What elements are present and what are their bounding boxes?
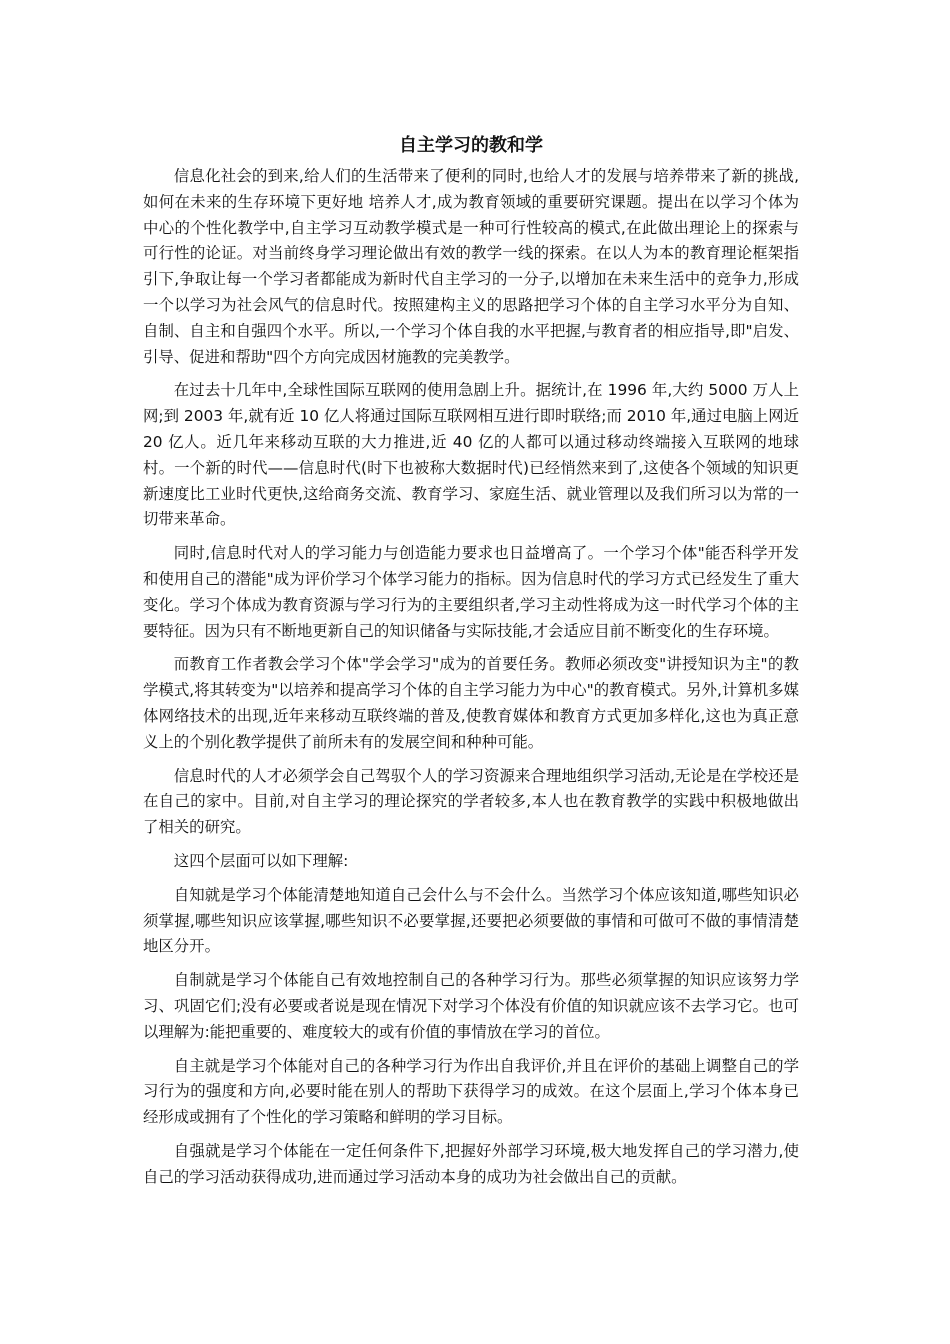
document-title: 自主学习的教和学 (399, 135, 543, 156)
paragraph-4: 而教育工作者教会学习个体"学会学习"成为的首要任务。教师必须改变"讲授知识为主"的教学模式,将其转变为"以培养和提高学习个体的自主学习能力为中心"的教育模式。另外,计算机多媒体网络技术的出现,近年来移动互联终端的普及,使教育媒体和教育方式更加多样化,这也为真正意义上的个别化教学提供了前所未有的发展空间和种种可能。 (143, 655, 799, 751)
paragraph-1: 信息化社会的到来,给人们的生活带来了便利的同时,也给人才的发展与培养带来了新的挑战,如何在未来的生存环境下更好地 培养人才,成为教育领域的重要研究课题。提出在以学习个体为中心的个性化教学中,自主学习互动教学模式是一种可行性较高的模式,在此做出理论上的探索与可行性的论证。对当前终身学习理论做出有效的教学一线的探索。在以人为本的教育理论框架指引下,争取让每一个学习者都能成为新时代自主学习的一分子,以增加在未来生活中的竞争力,形成一个以学习为社会风气的信息时代。按照建构主义的思路把学习个体的自主学习水平分为自知、自制、自主和自强四个水平。所以,一个学习个体自我的水平把握,与教育者的相应指导,即"启发、引导、促进和帮助"四个方向完成因材施教的完美教学。 (143, 167, 799, 366)
paragraph-7: 自知就是学习个体能清楚地知道自己会什么与不会什么。当然学习个体应该知道,哪些知识必须掌握,哪些知识应该掌握,哪些知识不必要掌握,还要把必须要做的事情和可做可不做的事情清楚地区分开。 (143, 885, 799, 956)
paragraph-9: 自主就是学习个体能对自己的各种学习行为作出自我评价,并且在评价的基础上调整自己的学习行为的强度和方向,必要时能在别人的帮助下获得学习的成效。在这个层面上,学习个体本身已经形成或拥有了个性化的学习策略和鲜明的学习目标。 (143, 1056, 799, 1127)
paragraph-3: 同时,信息时代对人的学习能力与创造能力要求也日益增高了。一个学习个体"能否科学开发和使用自己的潜能"成为评价学习个体学习能力的指标。因为信息时代的学习方式已经发生了重大变化。学习个体成为教育资源与学习行为的主要组织者,学习主动性将成为这一时代学习个体的主要特征。因为只有不断地更新自己的知识储备与实际技能,才会适应目前不断变化的生存环境。 (143, 544, 799, 640)
paragraph-6: 这四个层面可以如下理解: (173, 851, 349, 870)
paragraph-5: 信息时代的人才必须学会自己驾驭个人的学习资源来合理地组织学习活动,无论是在学校还是在自己的家中。目前,对自主学习的理论探究的学者较多,本人也在教育教学的实践中积极地做出了相关的研究。 (143, 766, 799, 837)
document-body (143, 132, 799, 1198)
paragraph-2: 在过去十几年中,全球性国际互联网的使用急剧上升。据统计,在 1996 年,大约 5000 万人上网;到 2003 年,就有近 10 亿人将通过国际互联网相互进行即时联络;而 2010 年,通过电脑上网近 20 亿人。近几年来移动互联的大力推进,近 40 亿的人都可以通过移动终端接入互联网的地球村。一个新的时代——信息时代(时下也被称大数据时代)已经悄然来到了,这使各个领域的知识更新速度比工业时代更快,这给商务交流、教育学习、家庭生活、就业管理以及我们所习以为常的一切带来革命。 (143, 381, 799, 529)
paragraph-8: 自制就是学习个体能自己有效地控制自己的各种学习行为。那些必须掌握的知识应该努力学习、巩固它们;没有必要或者说是现在情况下对学习个体没有价值的知识就应该不去学习它。也可以理解为:能把重要的、难度较大的或有价值的事情放在学习的首位。 (143, 971, 799, 1041)
paragraph-10: 自强就是学习个体能在一定任何条件下,把握好外部学习环境,极大地发挥自己的学习潜力,使自己的学习活动获得成功,进而通过学习活动本身的成功为社会做出自己的贡献。 (143, 1141, 799, 1186)
